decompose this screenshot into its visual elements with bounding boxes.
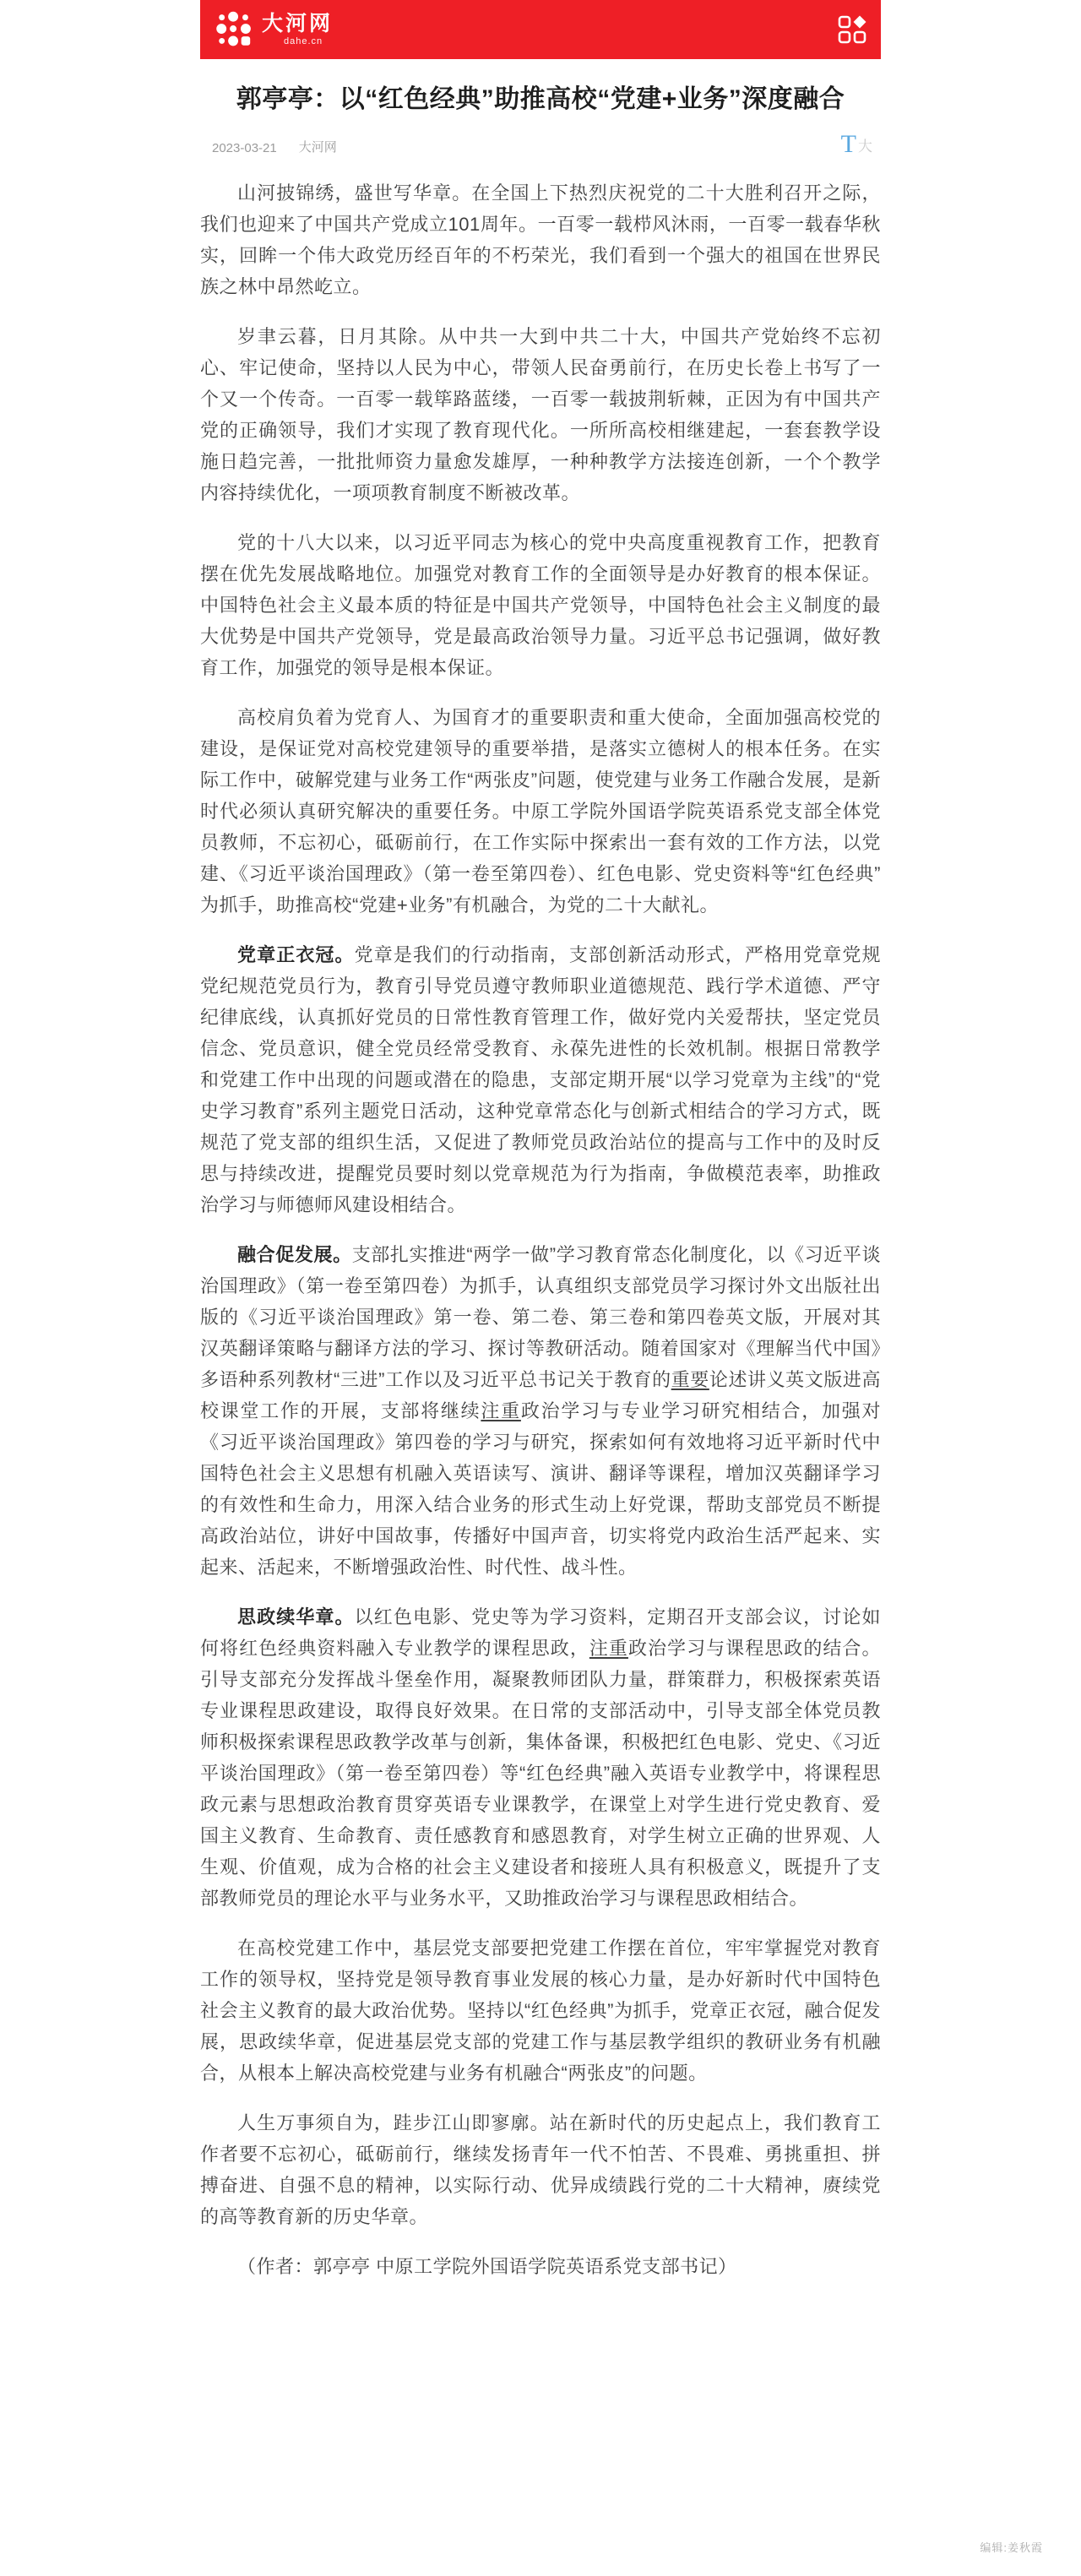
article-meta-row	[200, 130, 881, 158]
font-size-da-icon[interactable]: 大	[858, 139, 872, 155]
article-body	[200, 177, 881, 2282]
source-name: 大河网	[298, 140, 337, 155]
article-paragraph: 党的十八大以来，以习近平同志为核心的党中央高度重视教育工作，把教育摆在优先发展战略地位。加强党对教育工作的全面领导是办好教育的根本保证。中国特色社会主义最本质的特征是中国共产党领导，中国特色社会主义制度的最大优势是中国共产党领导，党是最高政治领导力量。习近平总书记强调，做好教育工作，加强党的领导是根本保证。	[200, 532, 881, 678]
publish-date: 2023-03-21	[212, 141, 277, 155]
site-header	[200, 0, 881, 59]
article-paragraph: 在高校党建工作中，基层党支部要把党建工作摆在首位，牢牢掌握党对教育工作的领导权，坚持党是领导教育事业发展的核心力量，是办好新时代中国特色社会主义教育的最大政治优势。坚持以“红色经典”为抓手，党章正衣冠，融合促发展，思政续华章，促进基层党支部的党建工作与基层教学组织的教研业务有机融合，从根本上解决高校党建与业务有机融合“两张皮”的问题。	[200, 1937, 881, 2084]
article-paragraph: 融合促发展。支部扎实推进“两学一做”学习教育常态化制度化，以《习近平谈治国理政》（第一卷至第四卷）为抓手，认真组织支部党员学习探讨外文出版社出版的《习近平谈治国理政》第一卷、第二卷、第三卷和第四卷英文版，开展对其汉英翻译策略与翻译方法的学习、探讨等教研活动。随着国家对《理解当代中国》多语种系列教材“三进”工作以及习近平总书记关于教育的重要论述讲义英文版进高校课堂工作的开展，支部将继续注重政治学习与专业学习研究相结合，加强对《习近平谈治国理政》第四卷的学习与研究，探索如何有效地将习近平新时代中国特色社会主义思想有机融入英语读写、演讲、翻译等课程，增加汉英翻译学习的有效性和生命力，用深入结合业务的形式生动上好党课，帮助支部党员不断提高政治站位，讲好中国故事，传播好中国声音，切实将党内政治生活严起来、实起来、活起来，不断增强政治性、时代性、战斗性。	[200, 1244, 881, 1578]
app-grid-icon[interactable]	[837, 14, 867, 45]
article-paragraph: 思政续华章。以红色电影、党史等为学习资料，定期召开支部会议，讨论如何将红色经典资料融入专业教学的课程思政，注重政治学习与课程思政的结合。引导支部充分发挥战斗堡垒作用，凝聚教师团队力量，群策群力，积极探索英语专业课程思政建设，取得良好效果。在日常的支部活动中，引导支部全体党员教师积极探索课程思政教学改革与创新，集体备课，积极把红色电影、党史、《习近平谈治国理政》（第一卷至第四卷）等“红色经典”融入英语专业教学中，将课程思政元素与思想政治教育贯穿英语专业课教学，在课堂上对学生进行党史教育、爱国主义教育、生命教育、责任感教育和感恩教育，对学生树立正确的世界观、人生观、价值观，成为合格的社会主义建设者和接班人具有积极意义，既提升了支部教师党员的理论水平与业务水平，又助推政治学习与课程思政相结合。	[200, 1606, 881, 1909]
author-line: （作者：郭亭亭 中原工学院外国语学院英语系党支部书记）	[237, 2256, 737, 2277]
dahe-dots-icon	[215, 10, 254, 49]
font-size-t-icon[interactable]: T	[840, 130, 856, 158]
article-column	[200, 0, 881, 2301]
editor-credit: 编辑:姜秋霞	[980, 2541, 1043, 2554]
logo-site-name: 大河网	[262, 11, 334, 35]
article-paragraph: 山河披锦绣，盛世写华章。在全国上下热烈庆祝党的二十大胜利召开之际，我们也迎来了中国共产党成立101周年。一百零一载栉风沐雨，一百零一载春华秋实，回眸一个伟大政党历经百年的不朽荣光，我们看到一个强大的祖国在世界民族之林中昂然屹立。	[200, 182, 881, 297]
site-logo[interactable]	[200, 10, 333, 49]
logo-domain: dahe.cn	[284, 35, 323, 46]
article-paragraph: 岁聿云暮，日月其除。从中共一大到中共二十大，中国共产党始终不忘初心、牢记使命，坚持以人民为中心，带领人民奋勇前行，在历史长卷上书写了一个又一个传奇。一百零一载筚路蓝缕，一百零一载披荆斩棘，正因为有中国共产党的正确领导，我们才实现了教育现代化。一所所高校相继建起，一套套教学设施日趋完善，一批批师资力量愈发雄厚，一种种教学方法接连创新，一个个教学内容持续优化，一项项教育制度不断被改革。	[200, 326, 881, 503]
article-paragraph: 高校肩负着为党育人、为国育才的重要职责和重大使命，全面加强高校党的建设，是保证党对高校党建领导的重要举措，是落实立德树人的根本任务。在实际工作中，破解党建与业务工作“两张皮”问题，使党建与业务工作融合发展，是新时代必须认真研究解决的重要任务。中原工学院外国语学院英语系党支部全体党员教师，不忘初心，砥砺前行，在工作实际中探索出一套有效的工作方法，以党建、《习近平谈治国理政》（第一卷至第四卷）、红色电影、党史资料等“红色经典”为抓手，助推高校“党建+业务”有机融合，为党的二十大献礼。	[200, 707, 881, 916]
article-paragraph: 人生万事须自为，跬步江山即寥廓。站在新时代的历史起点上，我们教育工作者要不忘初心，砥砺前行，继续发扬青年一代不怕苦、不畏难、勇挑重担、拼搏奋进、自强不息的精神，以实际行动、优异成绩践行党的二十大精神，赓续党的高等教育新的历史华章。	[200, 2112, 881, 2227]
font-size-control[interactable]	[840, 130, 872, 158]
logo-text-block	[262, 11, 334, 46]
article-title: 郭亭亭：以“红色经典”助推高校“党建+业务”深度融合	[236, 85, 845, 113]
article-paragraph: 党章正衣冠。党章是我们的行动指南，支部创新活动形式，严格用党章党规党纪规范党员行为，教育引导党员遵守教师职业道德规范、践行学术道德、严守纪律底线，认真抓好党员的日常性教育管理工作，做好党内关爱帮扶，坚定党员信念、党员意识，健全党员经常受教育、永葆先进性的长效机制。根据日常教学和党建工作中出现的问题或潜在的隐患，支部定期开展“以学习党章为主线”的“党史学习教育”系列主题党日活动，这种党章常态化与创新式相结合的学习方式，既规范了党支部的组织生活，又促进了教师党员政治站位的提高与工作中的及时反思与持续改进，提醒党员要时刻以党章规范为行为指南，争做模范表率，助推政治学习与师德师风建设相结合。	[200, 944, 881, 1215]
